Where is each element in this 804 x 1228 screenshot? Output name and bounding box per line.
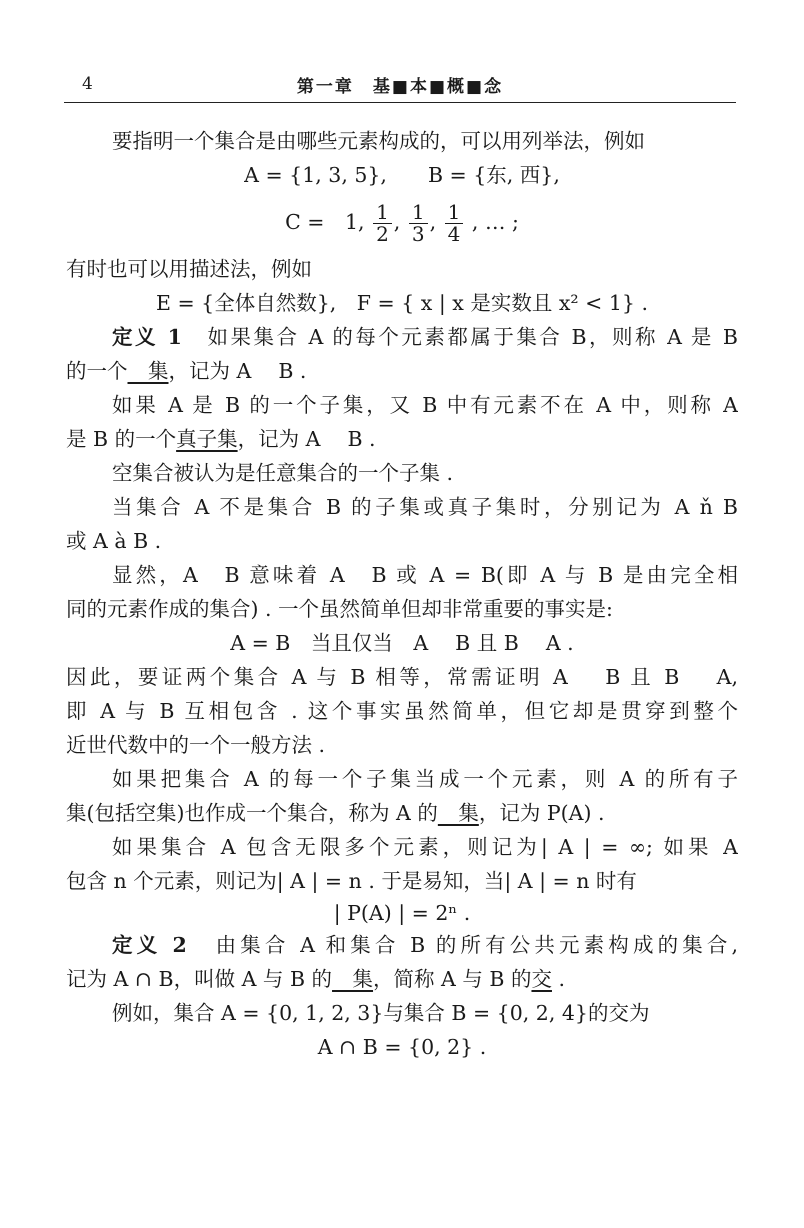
text-segment: ，记为 P(A) . bbox=[478, 801, 605, 825]
text-segment: . bbox=[551, 967, 566, 991]
example-intersection-line: 例如，集合 A = {0, 1, 2, 3}与集合 B = {0, 2, 4}的交为 bbox=[112, 1001, 650, 1025]
formula-equality-iff: A = B 当且仅当 A B 且 B A . bbox=[230, 631, 574, 655]
obvious-line-2: 同的元素作成的集合) . 一个虽然简单但却非常重要的事实是: bbox=[66, 597, 613, 621]
fraction-one-third bbox=[409, 202, 428, 245]
term-subset: 集 bbox=[127, 359, 169, 383]
text-segment: 集(包括空集)也作成一个集合，称为 A 的 bbox=[66, 801, 438, 825]
definition-2-line-1 bbox=[66, 928, 738, 962]
paragraph-description-intro: 有时也可以用描述法，例如 bbox=[66, 257, 312, 281]
text-segment: 的一个 bbox=[66, 359, 128, 383]
fraction-numerator: 1 bbox=[445, 202, 464, 224]
fraction-one-half bbox=[373, 202, 392, 245]
term-intersection: 集 bbox=[332, 967, 374, 991]
text-segment: ，简称 A 与 B 的 bbox=[373, 967, 532, 991]
term-power-set: 集 bbox=[437, 801, 479, 825]
power-set-line-1: 如果把集合 A 的每一个子集当成一个元素，则 A 的所有子 bbox=[112, 767, 738, 791]
fraction-numerator: 1 bbox=[409, 202, 428, 224]
formula-c-end: , … ; bbox=[471, 210, 519, 234]
formula-intersection-result: A ∩ B = {0, 2} . bbox=[317, 1035, 487, 1059]
paragraph-enumeration-intro: 要指明一个集合是由哪些元素构成的，可以用列举法，例如 bbox=[112, 129, 645, 153]
formula-set-c bbox=[66, 192, 738, 252]
fraction-numerator: 1 bbox=[373, 202, 392, 224]
formula-c-start: C = 1, bbox=[285, 210, 365, 234]
text-segment: ，记为 A B . bbox=[168, 359, 307, 383]
proper-subset-line-2 bbox=[66, 422, 738, 456]
proof-method-line-1: 因此，要证两个集合 A 与 B 相等，常需证明 A B 且 B A, bbox=[66, 665, 738, 689]
definition-1-line-1 bbox=[66, 320, 738, 354]
formula-power-set-size: | P(A) | = 2ⁿ . bbox=[333, 901, 471, 925]
proper-subset-line-1: 如果 A 是 B 的一个子集，又 B 中有元素不在 A 中，则称 A bbox=[112, 393, 738, 417]
formula-sets-a-b: A = {1, 3, 5}, B = {东, 西}, bbox=[244, 163, 560, 187]
definition-2-text: 由集合 A 和集合 B 的所有公共元素构成的集合, bbox=[186, 933, 738, 957]
fraction-denominator: 2 bbox=[376, 222, 389, 246]
power-set-line-2 bbox=[66, 796, 738, 830]
definition-2-line-2 bbox=[66, 962, 738, 996]
term-intersection-short: 交 bbox=[531, 967, 552, 991]
page-header bbox=[64, 70, 736, 103]
fraction-separator: , bbox=[429, 210, 437, 234]
proof-method-line-2: 即 A 与 B 互相包含 . 这个事实虽然简单，但它却是贯穿到整个 bbox=[66, 699, 738, 723]
fraction-one-fourth bbox=[445, 202, 464, 245]
not-subset-line-2: 或 A à B . bbox=[66, 529, 162, 553]
definition-1-line-2 bbox=[66, 354, 738, 388]
proof-method-line-3: 近世代数中的一个一般方法 . bbox=[66, 733, 326, 757]
cardinality-line-1: 如果集合 A 包含无限多个元素，则记为| A | = ∞; 如果 A bbox=[112, 835, 738, 859]
text-segment: ，记为 A B . bbox=[237, 427, 376, 451]
formula-sets-e-f: E = {全体自然数}, F = { x | x 是实数且 x² < 1} . bbox=[156, 291, 648, 315]
definition-1-text: 如果集合 A 的每个元素都属于集合 B，则称 A 是 B bbox=[181, 325, 738, 349]
cardinality-line-2: 包含 n 个元素，则记为| A | = n . 于是易知，当| A | = n 时有 bbox=[66, 869, 637, 893]
definition-2-label: 定义 2 bbox=[112, 933, 187, 957]
not-subset-line-1: 当集合 A 不是集合 B 的子集或真子集时，分别记为 A ň B bbox=[112, 495, 738, 519]
fraction-denominator: 3 bbox=[411, 222, 425, 246]
empty-set-statement: 空集合被认为是任意集合的一个子集 . bbox=[112, 461, 454, 485]
fraction-denominator: 4 bbox=[447, 222, 461, 246]
text-segment: 是 B 的一个 bbox=[66, 427, 177, 451]
text-segment: 记为 A ∩ B，叫做 A 与 B 的 bbox=[66, 967, 333, 991]
running-title: 第一章 基■本■概■念 bbox=[296, 77, 504, 97]
obvious-line-1: 显然，A B 意味着 A B 或 A = B(即 A 与 B 是由完全相 bbox=[112, 563, 738, 587]
page-number: 4 bbox=[82, 74, 93, 94]
term-proper-subset: 真子集 bbox=[176, 427, 238, 451]
fraction-separator: , bbox=[393, 210, 401, 234]
definition-1-label: 定义 1 bbox=[112, 325, 182, 349]
page-body bbox=[66, 124, 738, 1064]
